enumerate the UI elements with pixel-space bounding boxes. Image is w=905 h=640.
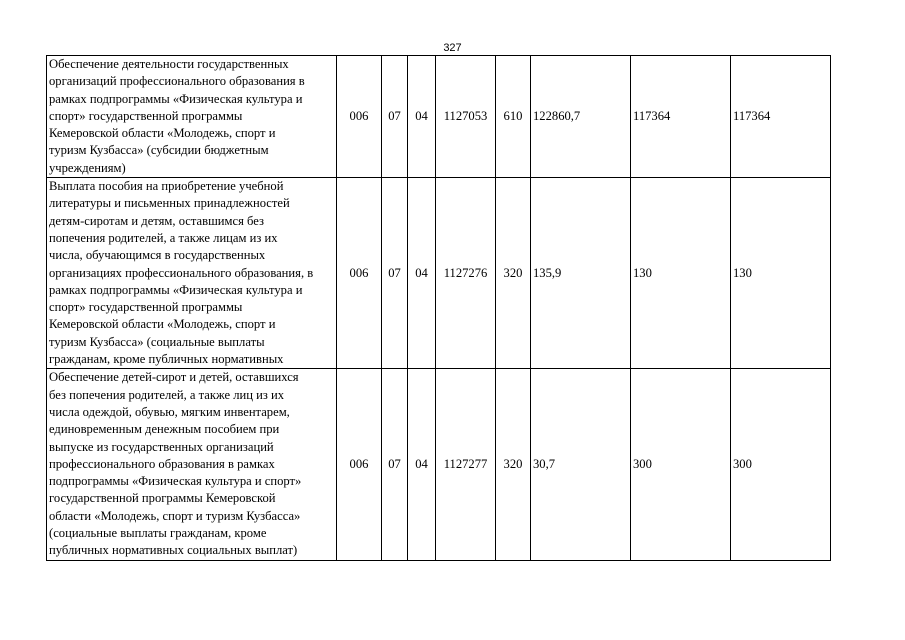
sum-year-1: 30,7 (531, 369, 631, 560)
description-line: выпуске из государственных организаций (49, 439, 274, 454)
ministry-code: 006 (337, 56, 382, 178)
description-line: публичных нормативных социальных выплат) (49, 543, 298, 558)
description-line: государственной программы Кемеровской (49, 491, 276, 506)
description-line: Кемеровской области «Молодежь, спорт и (49, 126, 276, 141)
section-code: 07 (382, 178, 408, 369)
description-line: Выплата пособия на приобретение учебной (49, 179, 284, 194)
description-line: рамках подпрограммы «Физическая культура и (49, 282, 303, 297)
sum-year-2: 117364 (631, 56, 731, 178)
sum-year-2: 300 (631, 369, 731, 560)
description-line: детям-сиротам и детям, оставшимся без (49, 213, 264, 228)
description-line: (социальные выплаты гражданам, кроме (49, 526, 267, 541)
description-line: учреждениям) (49, 160, 126, 175)
subsection-code: 04 (408, 178, 436, 369)
description-line: спорт» государственной программы (49, 300, 243, 315)
description-line: Обеспечение детей-сирот и детей, оставшихся (49, 370, 299, 385)
table-row (47, 56, 831, 178)
description-line: литературы и письменных принадлежностей (49, 196, 290, 211)
sum-year-3: 300 (731, 369, 831, 560)
target-article-code: 1127053 (436, 56, 496, 178)
table-row (47, 178, 831, 369)
subsection-code: 04 (408, 56, 436, 178)
description-line: туризм Кузбасса» (социальные выплаты (49, 334, 265, 349)
subsection-code: 04 (408, 369, 436, 560)
section-code: 07 (382, 56, 408, 178)
description-line: числа, обучающимся в государственных (49, 248, 266, 263)
description-line: подпрограммы «Физическая культура и спорт» (49, 474, 302, 489)
budget-table (46, 55, 831, 561)
description-line: гражданам, кроме публичных нормативных (49, 352, 284, 367)
expense-type-code: 610 (496, 56, 531, 178)
description-line: Обеспечение деятельности государственных (49, 57, 289, 71)
row-description (47, 369, 337, 560)
description-line: Кемеровской области «Молодежь, спорт и (49, 317, 276, 332)
page-number: 327 (443, 42, 462, 54)
ministry-code: 006 (337, 369, 382, 560)
description-line: туризм Кузбасса» (субсидии бюджетным (49, 143, 269, 158)
description-line: области «Молодежь, спорт и туризм Кузбасса» (49, 508, 301, 523)
description-line: профессионального образования в рамках (49, 456, 275, 471)
target-article-code: 1127276 (436, 178, 496, 369)
row-description (47, 56, 337, 178)
target-article-code: 1127277 (436, 369, 496, 560)
sum-year-3: 117364 (731, 56, 831, 178)
table-row (47, 369, 831, 560)
expense-type-code: 320 (496, 178, 531, 369)
sum-year-1: 135,9 (531, 178, 631, 369)
description-line: организациях профессионального образования, в (49, 265, 314, 280)
description-line: попечения родителей, а также лицам из их (49, 230, 278, 245)
section-code: 07 (382, 369, 408, 560)
description-line: без попечения родителей, а также лиц из их (49, 387, 285, 402)
sum-year-3: 130 (731, 178, 831, 369)
row-description (47, 178, 337, 369)
sum-year-1: 122860,7 (531, 56, 631, 178)
ministry-code: 006 (337, 178, 382, 369)
expense-type-code: 320 (496, 369, 531, 560)
description-line: единовременным денежным пособием при (49, 422, 280, 437)
description-line: организаций профессионального образования в (49, 74, 305, 89)
description-line: рамках подпрограммы «Физическая культура и (49, 91, 303, 106)
description-line: числа одеждой, обувью, мягким инвентарем, (49, 404, 290, 419)
sum-year-2: 130 (631, 178, 731, 369)
description-line: спорт» государственной программы (49, 108, 243, 123)
